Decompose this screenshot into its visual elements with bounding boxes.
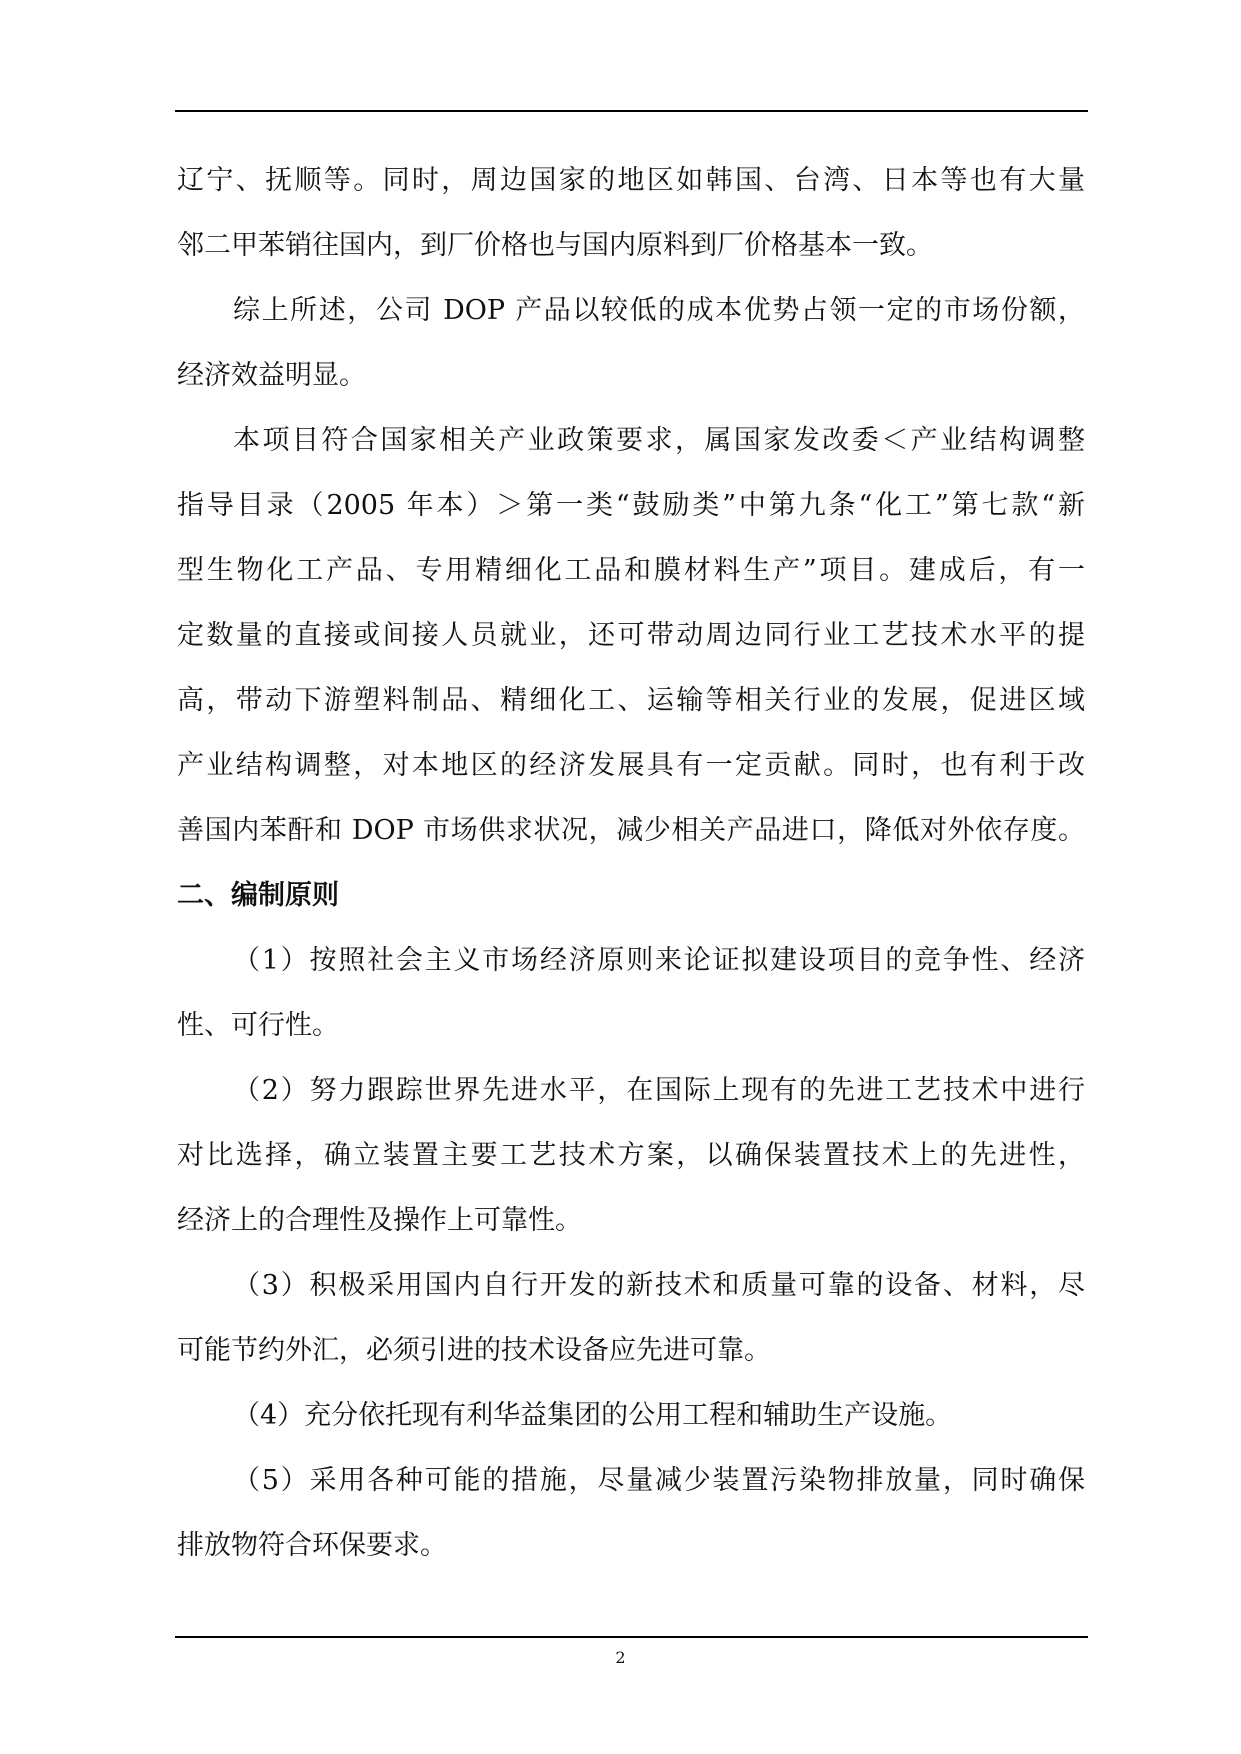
footer-rule [175,1636,1088,1638]
paragraph-line: （5）采用各种可能的措施，尽量减少装置污染物排放量，同时确保 [233,1465,1085,1496]
paragraph-line: 型生物化工产品、专用精细化工品和膜材料生产”项目。建成后，有一 [177,555,1085,586]
paragraph-line: 定数量的直接或间接人员就业，还可带动周边同行业工艺技术水平的提 [177,620,1085,651]
paragraph-line: 可能节约外汇，必须引进的技术设备应先进可靠。 [177,1335,771,1366]
paragraph-line: 经济效益明显。 [177,360,366,391]
paragraph-line: 经济上的合理性及操作上可靠性。 [177,1205,582,1236]
page-number: 2 [615,1648,626,1667]
paragraph-line: （2）努力跟踪世界先进水平，在国际上现有的先进工艺技术中进行 [233,1075,1085,1106]
paragraph-line: 产业结构调整，对本地区的经济发展具有一定贡献。同时，也有利于改 [177,750,1085,781]
paragraph-line: （4）充分依托现有利华益集团的公用工程和辅助生产设施。 [233,1400,953,1431]
paragraph-line: 辽宁、抚顺等。同时，周边国家的地区如韩国、台湾、日本等也有大量 [177,165,1085,196]
paragraph-line: 性、可行性。 [177,1010,339,1041]
paragraph-line: 善国内苯酐和 DOP 市场供求状况，减少相关产品进口，降低对外依存度。 [177,815,1085,846]
paragraph-line: 高，带动下游塑料制品、精细化工、运输等相关行业的发展，促进区域 [177,685,1085,716]
paragraph-line: 排放物符合环保要求。 [177,1530,447,1561]
paragraph-line: （3）积极采用国内自行开发的新技术和质量可靠的设备、材料，尽 [233,1270,1085,1301]
paragraph-line: （1）按照社会主义市场经济原则来论证拟建设项目的竞争性、经济 [233,945,1085,976]
paragraph-line: 对比选择，确立装置主要工艺技术方案，以确保装置技术上的先进性， [177,1140,1085,1171]
section-heading: 二、编制原则 [177,880,339,911]
document-body [177,148,1085,1578]
paragraph-line: 综上所述，公司 DOP 产品以较低的成本优势占领一定的市场份额， [233,295,1085,326]
paragraph-line: 本项目符合国家相关产业政策要求，属国家发改委＜产业结构调整 [233,425,1085,456]
paragraph-line: 指导目录（2005 年本）＞第一类“鼓励类”中第九条“化工”第七款“新 [177,490,1085,521]
header-rule [175,110,1088,112]
paragraph-line: 邻二甲苯销往国内，到厂价格也与国内原料到厂价格基本一致。 [177,230,933,261]
